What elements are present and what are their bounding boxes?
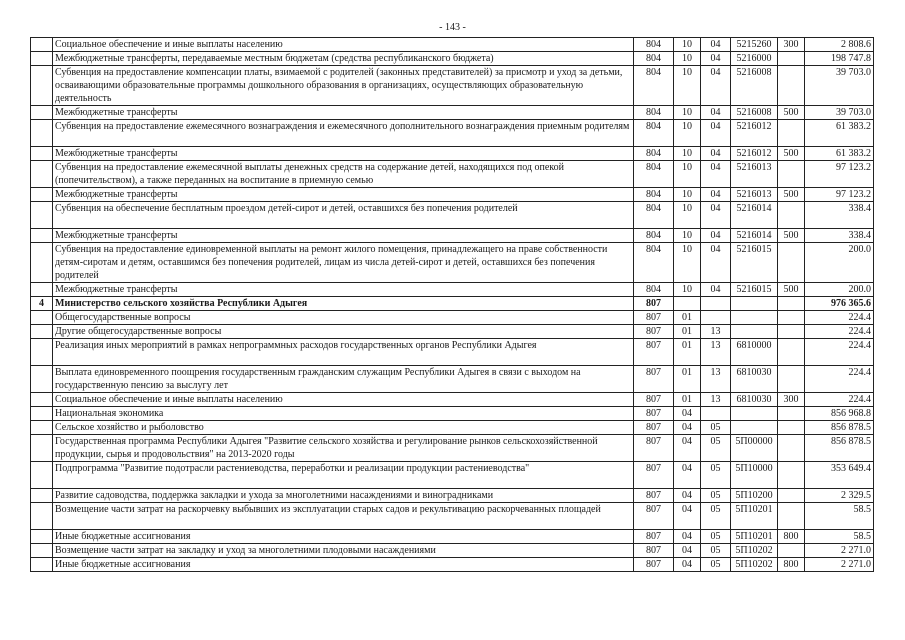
section-code-cell: 10 bbox=[674, 243, 701, 283]
table-row bbox=[31, 558, 874, 572]
ministry-code-cell: 807 bbox=[634, 421, 674, 435]
section-code-cell: 04 bbox=[674, 530, 701, 544]
expense-type-cell: 300 bbox=[778, 38, 805, 52]
ministry-code-cell: 807 bbox=[634, 435, 674, 462]
target-article-cell bbox=[731, 407, 778, 421]
item-name-cell: Общегосударственные вопросы bbox=[53, 311, 634, 325]
amount-cell: 2 271.0 bbox=[805, 558, 874, 572]
amount-cell: 198 747.8 bbox=[805, 52, 874, 66]
item-name-cell: Межбюджетные трансферты, передаваемые местным бюджетам (средства республиканского бюджета) bbox=[53, 52, 634, 66]
row-number-cell bbox=[31, 311, 53, 325]
target-article-cell: 5216013 bbox=[731, 188, 778, 202]
row-number-cell bbox=[31, 435, 53, 462]
ministry-code-cell: 807 bbox=[634, 544, 674, 558]
item-name-cell: Национальная экономика bbox=[53, 407, 634, 421]
target-article-cell: 5216015 bbox=[731, 243, 778, 283]
row-number-cell bbox=[31, 147, 53, 161]
row-number-cell: 4 bbox=[31, 297, 53, 311]
row-number-cell bbox=[31, 52, 53, 66]
table-row bbox=[31, 120, 874, 147]
expense-type-cell bbox=[778, 421, 805, 435]
item-name-cell: Межбюджетные трансферты bbox=[53, 106, 634, 120]
ministry-code-cell: 807 bbox=[634, 489, 674, 503]
row-number-cell bbox=[31, 544, 53, 558]
target-article-cell: 5216015 bbox=[731, 283, 778, 297]
section-code-cell: 10 bbox=[674, 38, 701, 52]
target-article-cell: 6810030 bbox=[731, 366, 778, 393]
target-article-cell: 5П10201 bbox=[731, 530, 778, 544]
expense-type-cell bbox=[778, 503, 805, 530]
budget-table bbox=[30, 37, 874, 572]
table-row bbox=[31, 202, 874, 229]
expense-type-cell: 500 bbox=[778, 283, 805, 297]
subsection-code-cell: 05 bbox=[701, 489, 731, 503]
subsection-code-cell: 04 bbox=[701, 106, 731, 120]
expense-type-cell bbox=[778, 407, 805, 421]
ministry-code-cell: 804 bbox=[634, 229, 674, 243]
subsection-code-cell: 05 bbox=[701, 421, 731, 435]
item-name-cell: Сельское хозяйство и рыболовство bbox=[53, 421, 634, 435]
target-article-cell: 5216008 bbox=[731, 66, 778, 106]
amount-cell: 97 123.2 bbox=[805, 161, 874, 188]
row-number-cell bbox=[31, 283, 53, 297]
expense-type-cell: 300 bbox=[778, 393, 805, 407]
table-row bbox=[31, 311, 874, 325]
expense-type-cell bbox=[778, 339, 805, 366]
table-row bbox=[31, 38, 874, 52]
row-number-cell bbox=[31, 38, 53, 52]
table-row bbox=[31, 297, 874, 311]
section-code-cell: 10 bbox=[674, 106, 701, 120]
section-code-cell: 10 bbox=[674, 66, 701, 106]
table-row bbox=[31, 503, 874, 530]
subsection-code-cell: 04 bbox=[701, 243, 731, 283]
subsection-code-cell: 13 bbox=[701, 366, 731, 393]
ministry-code-cell: 804 bbox=[634, 106, 674, 120]
subsection-code-cell: 05 bbox=[701, 530, 731, 544]
row-number-cell bbox=[31, 120, 53, 147]
item-name-cell: Реализация иных мероприятий в рамках непрограммных расходов государственных органов Республики Адыгея bbox=[53, 339, 634, 366]
table-row bbox=[31, 161, 874, 188]
section-code-cell: 10 bbox=[674, 120, 701, 147]
item-name-cell: Возмещение части затрат на раскорчевку выбывших из эксплуатации старых садов и рекультивацию раскорчеванных площадей bbox=[53, 503, 634, 530]
section-code-cell: 04 bbox=[674, 435, 701, 462]
ministry-code-cell: 804 bbox=[634, 283, 674, 297]
amount-cell: 338.4 bbox=[805, 229, 874, 243]
expense-type-cell bbox=[778, 120, 805, 147]
target-article-cell: 5215260 bbox=[731, 38, 778, 52]
expense-type-cell bbox=[778, 311, 805, 325]
row-number-cell bbox=[31, 188, 53, 202]
section-code-cell bbox=[674, 297, 701, 311]
section-code-cell: 01 bbox=[674, 339, 701, 366]
item-name-cell: Межбюджетные трансферты bbox=[53, 147, 634, 161]
target-article-cell: 5П00000 bbox=[731, 435, 778, 462]
section-code-cell: 04 bbox=[674, 503, 701, 530]
table-row bbox=[31, 243, 874, 283]
target-article-cell bbox=[731, 297, 778, 311]
section-code-cell: 01 bbox=[674, 325, 701, 339]
table-row bbox=[31, 339, 874, 366]
table-row bbox=[31, 435, 874, 462]
table-row bbox=[31, 489, 874, 503]
section-code-cell: 01 bbox=[674, 311, 701, 325]
amount-cell: 61 383.2 bbox=[805, 120, 874, 147]
section-code-cell: 04 bbox=[674, 462, 701, 489]
item-name-cell: Межбюджетные трансферты bbox=[53, 283, 634, 297]
section-code-cell: 04 bbox=[674, 489, 701, 503]
expense-type-cell: 800 bbox=[778, 558, 805, 572]
ministry-code-cell: 807 bbox=[634, 393, 674, 407]
target-article-cell: 6810030 bbox=[731, 393, 778, 407]
section-code-cell: 04 bbox=[674, 421, 701, 435]
table-row bbox=[31, 66, 874, 106]
table-row bbox=[31, 283, 874, 297]
ministry-code-cell: 804 bbox=[634, 161, 674, 188]
ministry-code-cell: 807 bbox=[634, 339, 674, 366]
row-number-cell bbox=[31, 421, 53, 435]
section-code-cell: 04 bbox=[674, 544, 701, 558]
section-code-cell: 01 bbox=[674, 393, 701, 407]
row-number-cell bbox=[31, 325, 53, 339]
subsection-code-cell: 04 bbox=[701, 283, 731, 297]
target-article-cell: 5П10200 bbox=[731, 489, 778, 503]
subsection-code-cell: 04 bbox=[701, 161, 731, 188]
row-number-cell bbox=[31, 106, 53, 120]
amount-cell: 224.4 bbox=[805, 366, 874, 393]
expense-type-cell: 500 bbox=[778, 229, 805, 243]
amount-cell: 2 329.5 bbox=[805, 489, 874, 503]
item-name-cell: Выплата единовременного поощрения государственным гражданским служащим Республики Адыгея в связи с выходом на государственную пенсию за выслугу лет bbox=[53, 366, 634, 393]
row-number-cell bbox=[31, 202, 53, 229]
target-article-cell: 6810000 bbox=[731, 339, 778, 366]
target-article-cell: 5216012 bbox=[731, 147, 778, 161]
table-row bbox=[31, 462, 874, 489]
amount-cell: 2 808.6 bbox=[805, 38, 874, 52]
expense-type-cell: 500 bbox=[778, 106, 805, 120]
item-name-cell: Развитие садоводства, поддержка закладки и ухода за многолетними насаждениями и виноградниками bbox=[53, 489, 634, 503]
item-name-cell: Возмещение части затрат на закладку и уход за многолетними плодовыми насаждениями bbox=[53, 544, 634, 558]
ministry-code-cell: 807 bbox=[634, 462, 674, 489]
ministry-code-cell: 807 bbox=[634, 407, 674, 421]
subsection-code-cell: 13 bbox=[701, 339, 731, 366]
row-number-cell bbox=[31, 503, 53, 530]
expense-type-cell bbox=[778, 462, 805, 489]
subsection-code-cell bbox=[701, 407, 731, 421]
amount-cell: 338.4 bbox=[805, 202, 874, 229]
expense-type-cell bbox=[778, 202, 805, 229]
target-article-cell: 5П10202 bbox=[731, 544, 778, 558]
subsection-code-cell: 05 bbox=[701, 503, 731, 530]
ministry-code-cell: 807 bbox=[634, 558, 674, 572]
amount-cell: 97 123.2 bbox=[805, 188, 874, 202]
item-name-cell: Иные бюджетные ассигнования bbox=[53, 558, 634, 572]
section-code-cell: 01 bbox=[674, 366, 701, 393]
subsection-code-cell bbox=[701, 297, 731, 311]
target-article-cell: 5П10000 bbox=[731, 462, 778, 489]
row-number-cell bbox=[31, 339, 53, 366]
row-number-cell bbox=[31, 243, 53, 283]
page-number: - 143 - bbox=[439, 22, 466, 33]
ministry-code-cell: 807 bbox=[634, 311, 674, 325]
ministry-code-cell: 804 bbox=[634, 243, 674, 283]
subsection-code-cell: 13 bbox=[701, 325, 731, 339]
expense-type-cell: 500 bbox=[778, 188, 805, 202]
amount-cell: 976 365.6 bbox=[805, 297, 874, 311]
target-article-cell bbox=[731, 311, 778, 325]
section-code-cell: 10 bbox=[674, 161, 701, 188]
item-name-cell: Субвенция на предоставление единовременной выплаты на ремонт жилого помещения, принадлежащего на праве собственности детям-сиротам и детям, оставшимся без попечения родителей, лицам из числа детей-сирот и детей, оставшихся без попечения родителей bbox=[53, 243, 634, 283]
table-row bbox=[31, 407, 874, 421]
amount-cell: 58.5 bbox=[805, 503, 874, 530]
amount-cell: 856 968.8 bbox=[805, 407, 874, 421]
target-article-cell: 5216008 bbox=[731, 106, 778, 120]
item-name-cell: Социальное обеспечение и иные выплаты населению bbox=[53, 393, 634, 407]
target-article-cell: 5216014 bbox=[731, 229, 778, 243]
ministry-code-cell: 804 bbox=[634, 120, 674, 147]
section-code-cell: 10 bbox=[674, 52, 701, 66]
row-number-cell bbox=[31, 558, 53, 572]
target-article-cell bbox=[731, 421, 778, 435]
subsection-code-cell: 04 bbox=[701, 147, 731, 161]
section-code-cell: 10 bbox=[674, 283, 701, 297]
subsection-code-cell: 05 bbox=[701, 544, 731, 558]
subsection-code-cell: 05 bbox=[701, 558, 731, 572]
section-code-cell: 04 bbox=[674, 558, 701, 572]
subsection-code-cell: 04 bbox=[701, 229, 731, 243]
expense-type-cell bbox=[778, 161, 805, 188]
expense-type-cell: 500 bbox=[778, 147, 805, 161]
item-name-cell: Субвенция на предоставление ежемесячного вознаграждения и ежемесячного дополнительного вознаграждения приемным родителям bbox=[53, 120, 634, 147]
ministry-code-cell: 804 bbox=[634, 188, 674, 202]
item-name-cell: Субвенция на обеспечение бесплатным проездом детей-сирот и детей, оставшихся без попечения родителей bbox=[53, 202, 634, 229]
subsection-code-cell: 04 bbox=[701, 120, 731, 147]
amount-cell: 39 703.0 bbox=[805, 66, 874, 106]
table-row bbox=[31, 106, 874, 120]
target-article-cell: 5216014 bbox=[731, 202, 778, 229]
section-code-cell: 10 bbox=[674, 229, 701, 243]
row-number-cell bbox=[31, 407, 53, 421]
subsection-code-cell: 05 bbox=[701, 435, 731, 462]
table-row bbox=[31, 544, 874, 558]
ministry-code-cell: 807 bbox=[634, 366, 674, 393]
item-name-cell: Министерство сельского хозяйства Республики Адыгея bbox=[53, 297, 634, 311]
ministry-code-cell: 804 bbox=[634, 147, 674, 161]
section-code-cell: 10 bbox=[674, 188, 701, 202]
amount-cell: 39 703.0 bbox=[805, 106, 874, 120]
ministry-code-cell: 804 bbox=[634, 38, 674, 52]
row-number-cell bbox=[31, 393, 53, 407]
expense-type-cell bbox=[778, 66, 805, 106]
expense-type-cell bbox=[778, 297, 805, 311]
subsection-code-cell bbox=[701, 311, 731, 325]
amount-cell: 61 383.2 bbox=[805, 147, 874, 161]
section-code-cell: 04 bbox=[674, 407, 701, 421]
ministry-code-cell: 807 bbox=[634, 503, 674, 530]
item-name-cell: Субвенция на предоставление компенсации платы, взимаемой с родителей (законных представителей) за присмотр и уход за детьми, осваивающими образовательные программы дошкольного образования в организациях, осуществляющих образовательную деятельность bbox=[53, 66, 634, 106]
expense-type-cell: 800 bbox=[778, 530, 805, 544]
subsection-code-cell: 04 bbox=[701, 188, 731, 202]
item-name-cell: Государственная программа Республики Адыгея "Развитие сельского хозяйства и регулирование рынков сельскохозяйственной продукции, сырья и продовольствия" на 2013-2020 годы bbox=[53, 435, 634, 462]
row-number-cell bbox=[31, 366, 53, 393]
target-article-cell bbox=[731, 325, 778, 339]
subsection-code-cell: 04 bbox=[701, 202, 731, 229]
amount-cell: 856 878.5 bbox=[805, 435, 874, 462]
expense-type-cell bbox=[778, 243, 805, 283]
expense-type-cell bbox=[778, 325, 805, 339]
amount-cell: 224.4 bbox=[805, 311, 874, 325]
target-article-cell: 5216000 bbox=[731, 52, 778, 66]
amount-cell: 224.4 bbox=[805, 393, 874, 407]
amount-cell: 200.0 bbox=[805, 243, 874, 283]
row-number-cell bbox=[31, 66, 53, 106]
amount-cell: 224.4 bbox=[805, 325, 874, 339]
subsection-code-cell: 13 bbox=[701, 393, 731, 407]
subsection-code-cell: 04 bbox=[701, 52, 731, 66]
item-name-cell: Подпрограмма "Развитие подотрасли растениеводства, переработки и реализации продукции растениеводства" bbox=[53, 462, 634, 489]
target-article-cell: 5П10201 bbox=[731, 503, 778, 530]
ministry-code-cell: 804 bbox=[634, 52, 674, 66]
ministry-code-cell: 807 bbox=[634, 325, 674, 339]
amount-cell: 353 649.4 bbox=[805, 462, 874, 489]
table-row bbox=[31, 52, 874, 66]
ministry-code-cell: 804 bbox=[634, 202, 674, 229]
item-name-cell: Иные бюджетные ассигнования bbox=[53, 530, 634, 544]
subsection-code-cell: 05 bbox=[701, 462, 731, 489]
subsection-code-cell: 04 bbox=[701, 38, 731, 52]
section-code-cell: 10 bbox=[674, 147, 701, 161]
table-row bbox=[31, 147, 874, 161]
item-name-cell: Субвенция на предоставление ежемесячной выплаты денежных средств на содержание детей, находящихся под опекой (попечительством), а также переданных на воспитание в приемную семью bbox=[53, 161, 634, 188]
item-name-cell: Межбюджетные трансферты bbox=[53, 229, 634, 243]
ministry-code-cell: 804 bbox=[634, 66, 674, 106]
expense-type-cell bbox=[778, 366, 805, 393]
amount-cell: 856 878.5 bbox=[805, 421, 874, 435]
target-article-cell: 5216013 bbox=[731, 161, 778, 188]
item-name-cell: Социальное обеспечение и иные выплаты населению bbox=[53, 38, 634, 52]
table-row bbox=[31, 366, 874, 393]
row-number-cell bbox=[31, 229, 53, 243]
item-name-cell: Другие общегосударственные вопросы bbox=[53, 325, 634, 339]
row-number-cell bbox=[31, 462, 53, 489]
ministry-code-cell: 807 bbox=[634, 530, 674, 544]
amount-cell: 224.4 bbox=[805, 339, 874, 366]
table-row bbox=[31, 188, 874, 202]
amount-cell: 58.5 bbox=[805, 530, 874, 544]
row-number-cell bbox=[31, 489, 53, 503]
item-name-cell: Межбюджетные трансферты bbox=[53, 188, 634, 202]
row-number-cell bbox=[31, 530, 53, 544]
row-number-cell bbox=[31, 161, 53, 188]
table-row bbox=[31, 229, 874, 243]
expense-type-cell bbox=[778, 489, 805, 503]
table-row bbox=[31, 393, 874, 407]
expense-type-cell bbox=[778, 435, 805, 462]
ministry-code-cell: 807 bbox=[634, 297, 674, 311]
amount-cell: 200.0 bbox=[805, 283, 874, 297]
subsection-code-cell: 04 bbox=[701, 66, 731, 106]
target-article-cell: 5216012 bbox=[731, 120, 778, 147]
table-row bbox=[31, 325, 874, 339]
target-article-cell: 5П10202 bbox=[731, 558, 778, 572]
table-row bbox=[31, 421, 874, 435]
section-code-cell: 10 bbox=[674, 202, 701, 229]
expense-type-cell bbox=[778, 52, 805, 66]
amount-cell: 2 271.0 bbox=[805, 544, 874, 558]
expense-type-cell bbox=[778, 544, 805, 558]
table-row bbox=[31, 530, 874, 544]
